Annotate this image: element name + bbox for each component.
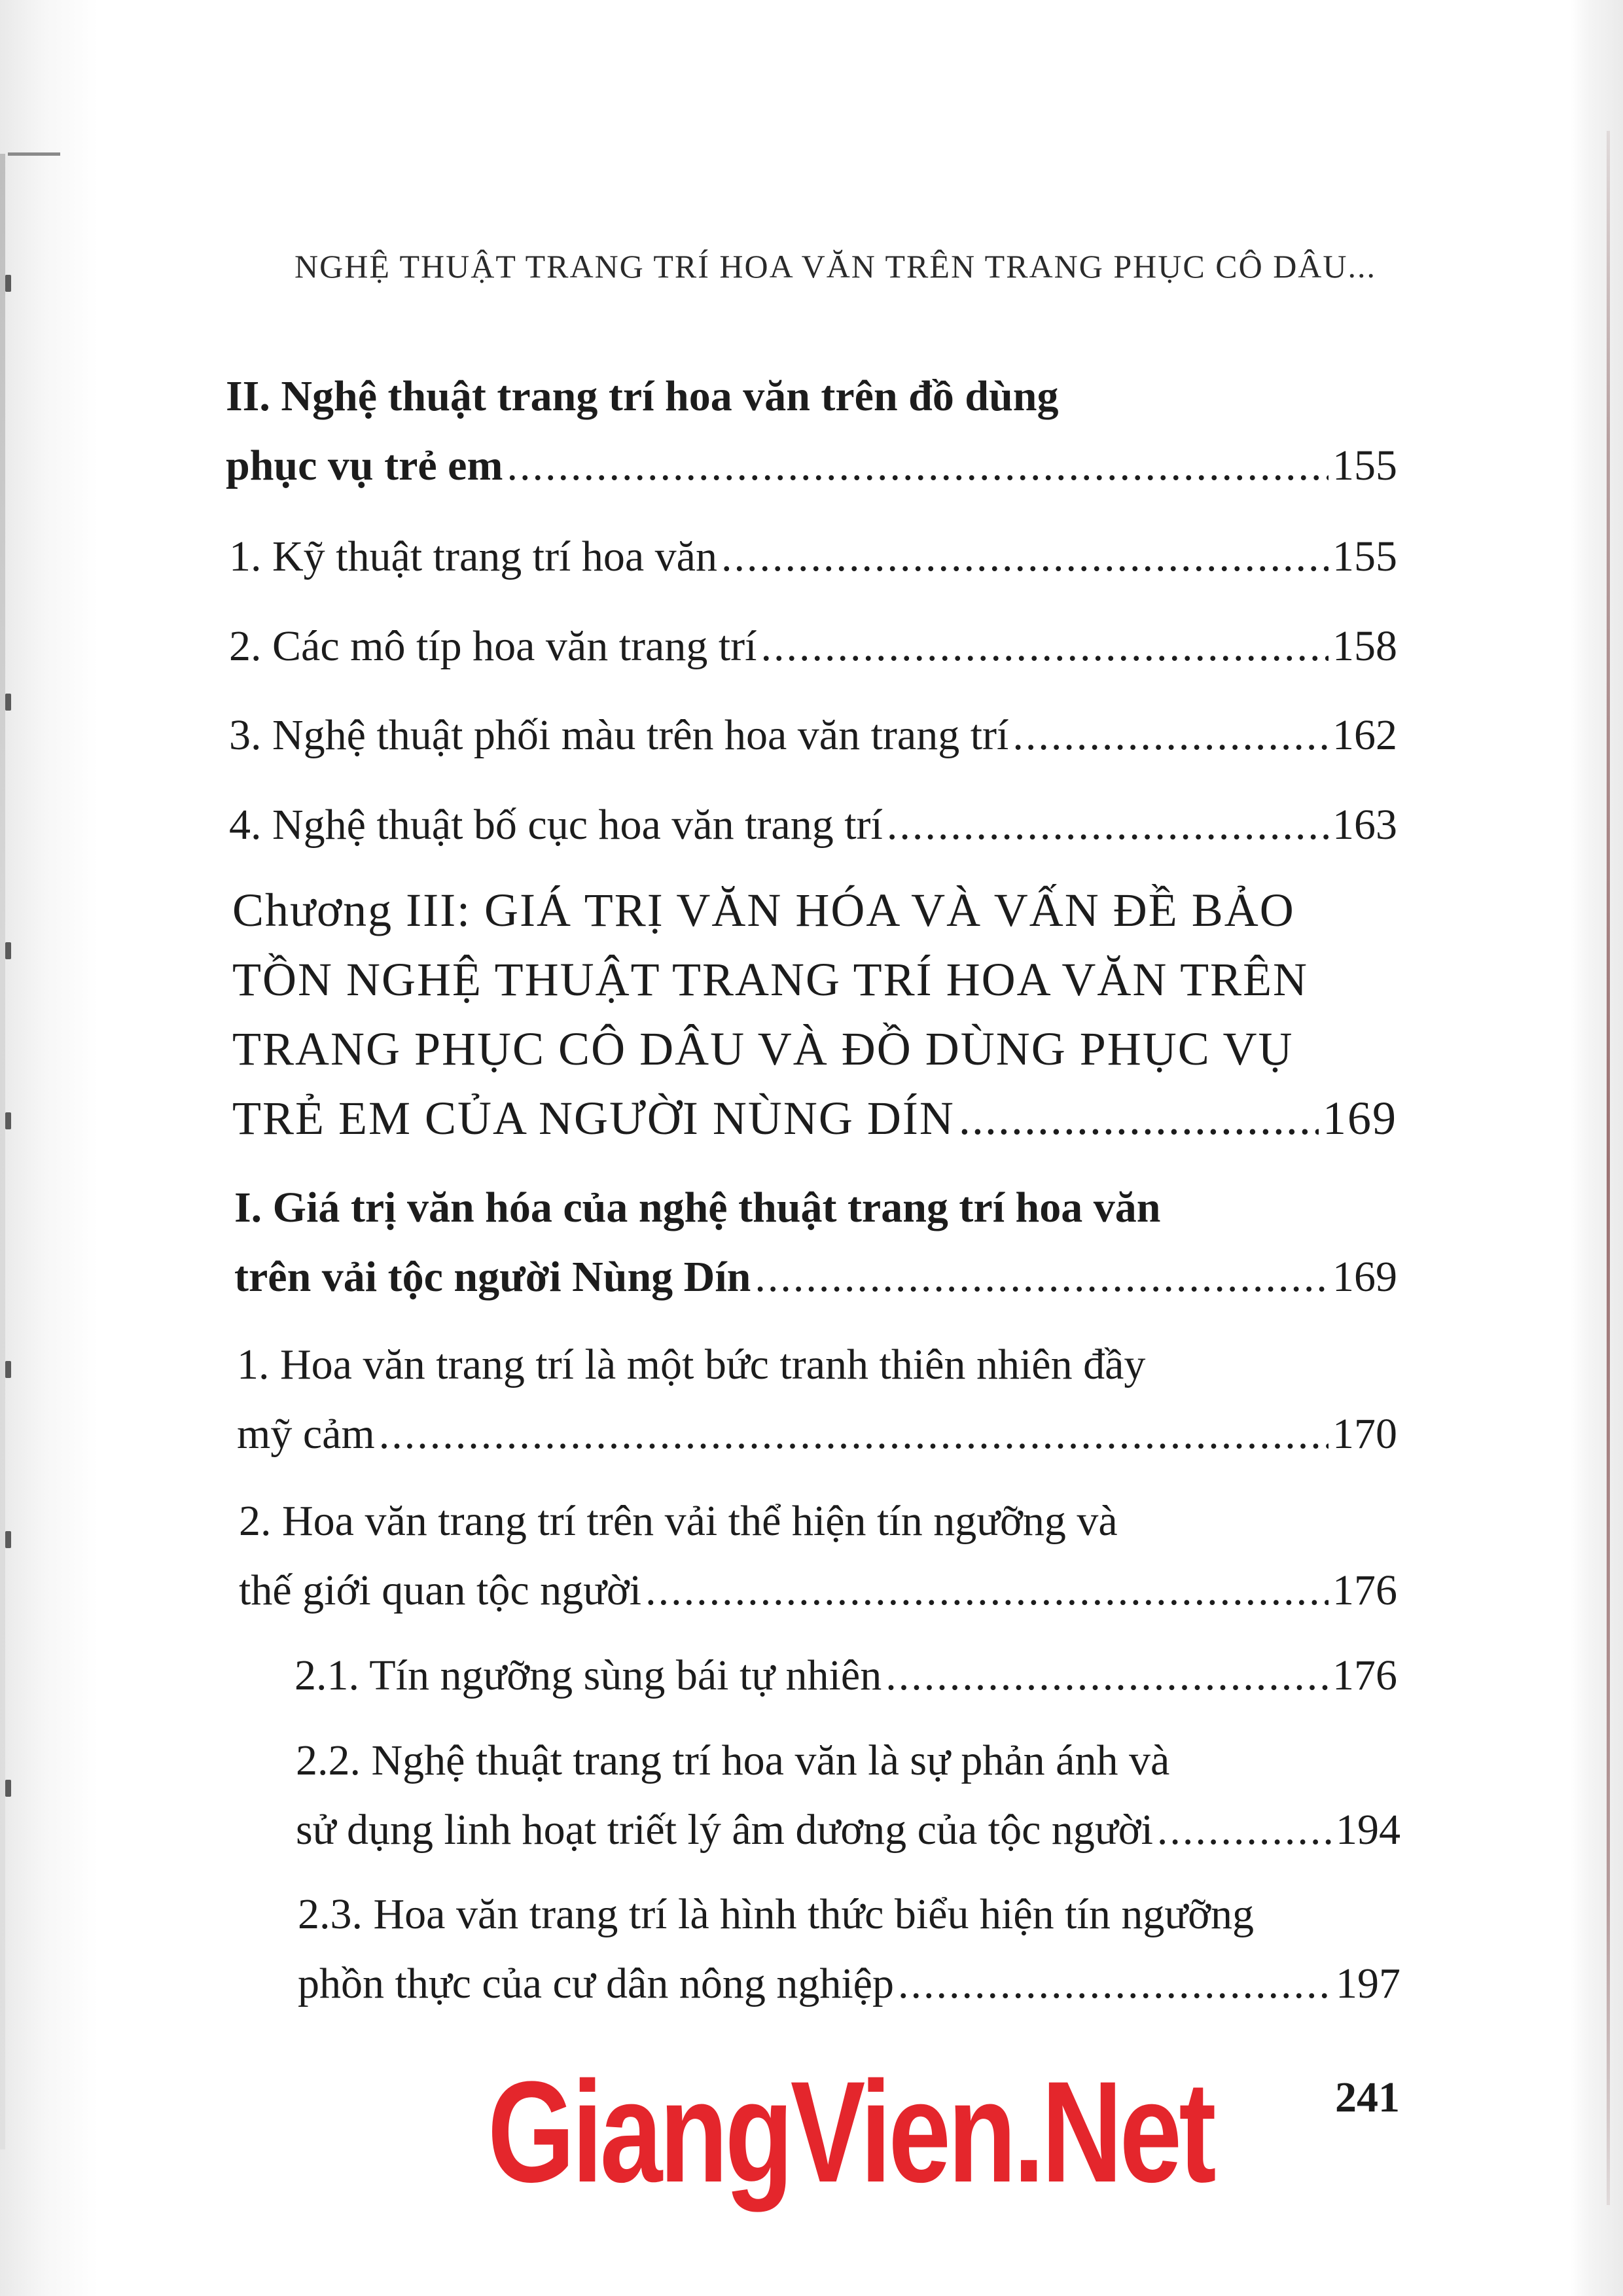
toc-text: TRANG PHỤC CÔ DÂU VÀ ĐỒ DÙNG PHỤC VỤ [232, 1023, 1294, 1075]
toc-entry-sub-2-3[interactable] [298, 1880, 1400, 2019]
toc-text: phồn thực của cư dân nông nghiệp [298, 1960, 894, 2007]
page-number: 241 [1335, 2074, 1400, 2121]
dot-leader [379, 1400, 1329, 1469]
dot-leader [760, 612, 1329, 681]
dot-leader [1157, 1795, 1332, 1865]
toc-entry-item-1[interactable] [229, 522, 1397, 592]
toc-page-number: 158 [1332, 622, 1397, 670]
toc-entry-section-1[interactable] [234, 1173, 1397, 1312]
dot-leader [755, 1243, 1329, 1312]
toc-page-number: 163 [1332, 801, 1397, 849]
toc-entry-item-4[interactable] [229, 790, 1397, 860]
toc-text: 2. Hoa văn trang trí trên vải thể hiện tín ngưỡng và [239, 1497, 1118, 1545]
binding-mark [5, 1361, 11, 1378]
dot-leader [1012, 701, 1329, 770]
toc-text: mỹ cảm [237, 1410, 375, 1458]
watermark-logo: GiangVien.Net [488, 2051, 1213, 2212]
binding-mark [5, 275, 11, 292]
page-left-edge [0, 154, 5, 2149]
toc-page-number: 197 [1336, 1960, 1400, 2007]
toc-entry-sub-2[interactable] [239, 1487, 1397, 1625]
binding-mark [5, 1531, 11, 1548]
dot-leader [959, 1084, 1319, 1153]
dot-leader [507, 431, 1329, 501]
toc-page-number: 170 [1332, 1410, 1397, 1458]
toc-entry-item-2[interactable] [229, 612, 1397, 681]
toc-text: 1. Kỹ thuật trang trí hoa văn [229, 533, 717, 580]
dot-leader [887, 790, 1329, 860]
toc-entry-sub-1[interactable] [237, 1330, 1397, 1469]
toc-text: 2. Các mô típ hoa văn trang trí [229, 622, 757, 670]
toc-text: II. Nghệ thuật trang trí hoa văn trên đồ dùng [226, 372, 1059, 420]
toc-text: 3. Nghệ thuật phối màu trên hoa văn trang trí [229, 711, 1009, 759]
toc-text: sử dụng linh hoạt triết lý âm dương của tộc người [296, 1806, 1153, 1854]
toc-text: 2.2. Nghệ thuật trang trí hoa văn là sự phản ánh và [296, 1737, 1170, 1784]
toc-text: phục vụ trẻ em [226, 442, 503, 489]
toc-entry-sub-2-2[interactable] [296, 1726, 1400, 1865]
scan-edge-mark [8, 152, 60, 156]
toc-text: 1. Hoa văn trang trí là một bức tranh thiên nhiên đầy [237, 1341, 1146, 1388]
toc-page-number: 176 [1332, 1566, 1397, 1614]
toc-text: I. Giá trị văn hóa của nghệ thuật trang trí hoa văn [234, 1184, 1161, 1231]
toc-entry-chapter-3[interactable] [232, 875, 1397, 1153]
toc-page-number: 169 [1332, 1253, 1397, 1301]
toc-text: TRẺ EM CỦA NGƯỜI NÙNG DÍN [232, 1092, 955, 1144]
toc-page-number: 155 [1332, 442, 1397, 489]
toc-text: 2.3. Hoa văn trang trí là hình thức biểu hiện tín ngưỡng [298, 1890, 1254, 1938]
toc-entry-section-2[interactable] [226, 362, 1397, 501]
dot-leader [898, 1949, 1332, 2019]
toc-page-number: 169 [1323, 1092, 1397, 1144]
toc-text: Chương III: GIÁ TRỊ VĂN HÓA VÀ VẤN ĐỀ BẢO [232, 884, 1295, 936]
page-right-edge [1607, 131, 1610, 2205]
toc-text: thế giới quan tộc người [239, 1566, 642, 1614]
binding-mark [5, 942, 11, 959]
binding-mark [5, 694, 11, 711]
toc-page-number: 162 [1332, 711, 1397, 759]
binding-mark [5, 1112, 11, 1129]
toc-entry-item-3[interactable] [229, 701, 1397, 770]
toc-entry-sub-2-1[interactable] [294, 1641, 1397, 1710]
toc-text: trên vải tộc người Nùng Dín [234, 1253, 751, 1301]
toc-page-number: 155 [1332, 533, 1397, 580]
toc-text: 2.1. Tín ngưỡng sùng bái tự nhiên [294, 1651, 882, 1699]
toc-text: 4. Nghệ thuật bố cục hoa văn trang trí [229, 801, 883, 849]
binding-mark [5, 1780, 11, 1797]
running-head: NGHỆ THUẬT TRANG TRÍ HOA VĂN TRÊN TRANG PHỤC CÔ DÂU... [294, 248, 1377, 285]
toc-page-number: 194 [1336, 1806, 1400, 1854]
dot-leader [885, 1641, 1329, 1710]
dot-leader [645, 1556, 1329, 1625]
toc-text: TỒN NGHỆ THUẬT TRANG TRÍ HOA VĂN TRÊN [232, 953, 1309, 1006]
toc-page-number: 176 [1332, 1651, 1397, 1699]
dot-leader [721, 522, 1329, 592]
